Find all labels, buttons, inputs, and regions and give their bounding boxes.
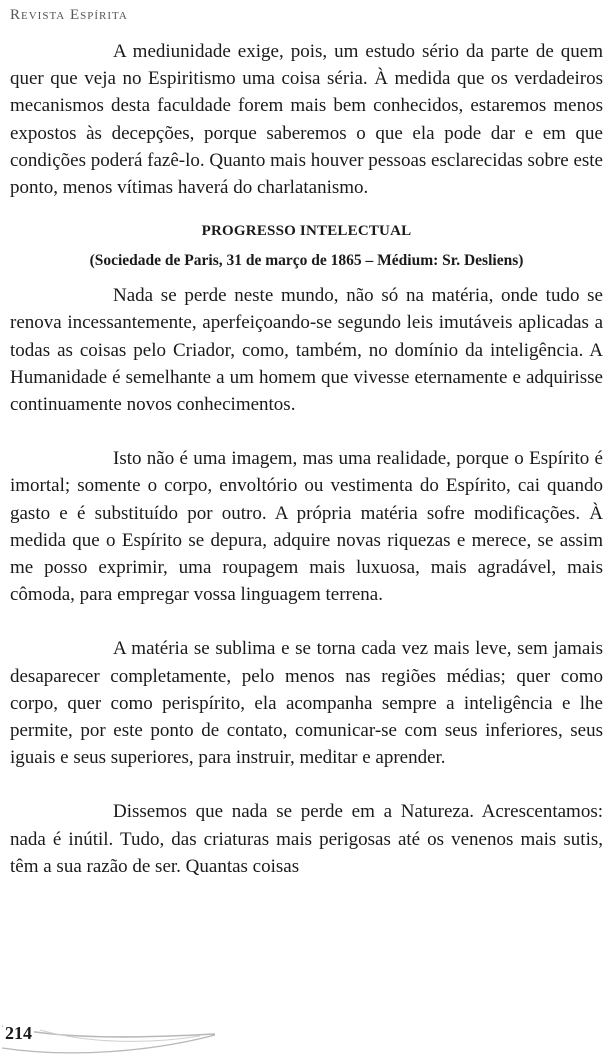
page-body: [10, 38, 603, 880]
section-subtitle: (Sociedade de Paris, 31 de março de 1865 – Médium: Sr. Desliens): [89, 252, 524, 270]
spacer: [10, 201, 603, 223]
paragraph-mediunidade: A mediunidade exige, pois, um estudo sério da parte de quem quer que veja no Espiritismo uma coisa séria. À medida que os verdadeiros mecanismos desta faculdade forem mais bem conhecidos, estaremos menos expostos às decepções, porque saberemos o que ela pode dar e em que condições poderá fazê-lo. Quanto mais houver pessoas esclarecidas sobre este ponto, menos vítimas haverá do charlatanismo.: [10, 41, 603, 199]
page-swoosh-ornament: [0, 1018, 230, 1057]
paragraph-dissemos: Dissemos que nada se perde em a Natureza. Acrescentamos: nada é inútil. Tudo, das criaturas mais perigosas até os venenos mais sutis, têm a sua razão de ser. Quantas coisas: [10, 801, 603, 877]
paragraph-gap: [10, 771, 603, 798]
paragraph-nada-se-perde: Nada se perde neste mundo, não só na matéria, onde tudo se renova incessantemente, aperfeiçoando-se segundo leis imutáveis aplicadas a todas as coisas pelo Criador, como, também, no domínio da inteligência. A Humanidade é semelhante a um homem que vivesse eternamente e adquirisse continuamente novos conhecimentos.: [10, 285, 603, 416]
paragraph-a-materia: A matéria se sublima e se torna cada vez mais leve, sem jamais desaparecer completamente, pelo menos nas regiões médias; quer como corpo, quer como perispírito, ela acompanha sempre a inteligência e lhe permite, por este ponto de contato, comunicar-se com seus inferiores, seus iguais e seus superiores, para instruir, meditar e aprender.: [10, 638, 603, 769]
running-header: Revista Espírita: [10, 7, 128, 23]
section-title: PROGRESSO INTELECTUAL: [201, 223, 412, 240]
spacer: [10, 270, 603, 282]
paragraph-gap: [10, 608, 603, 635]
page-number: 214: [5, 1023, 32, 1043]
paragraph-isto-nao-e: Isto não é uma imagem, mas uma realidade, porque o Espírito é imortal; somente o corpo, envoltório ou vestimenta do Espírito, cai quando gasto e é substituído por outro. A própria matéria sofre modificações. À medida que o Espírito se depura, adquire novas riquezas e merece, se assim me posso exprimir, uma roupagem mais luxuosa, mais agradável, mais cômoda, para empregar vossa linguagem terrena.: [10, 448, 603, 606]
paragraph-gap: [10, 418, 603, 445]
